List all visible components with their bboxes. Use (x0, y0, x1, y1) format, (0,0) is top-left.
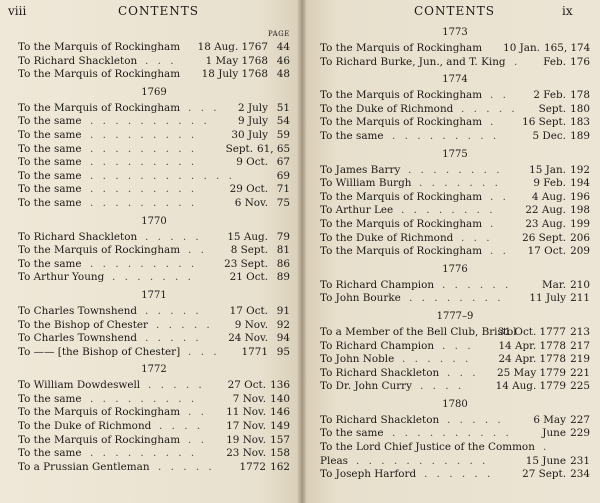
recipient: To the Marquis of Rockingham (18, 406, 181, 419)
letter-date: 18 Aug. 1767 (197, 41, 268, 53)
contents-entry (320, 279, 590, 293)
contents-entry (18, 393, 290, 407)
page-ref: 92 (276, 318, 290, 331)
contents-entry (18, 41, 290, 55)
leader-dots: . . . . . (145, 304, 202, 317)
contents-entry (320, 292, 590, 306)
page-ref: 189 (570, 129, 590, 142)
letter-date: 6 May (533, 413, 566, 426)
right-page (302, 0, 600, 503)
letter-date: 17 Oct. (527, 245, 566, 258)
contents-entry (18, 406, 290, 420)
book-gutter (297, 0, 307, 503)
letter-date: 27 Sept. (522, 468, 566, 481)
recipient: To the same (320, 427, 384, 440)
page-ref: 165, 174 (544, 42, 591, 54)
page-ref: 69 (276, 169, 290, 182)
leader-dots: . . . . . . . . . (90, 447, 198, 460)
page-ref: 136 (270, 379, 290, 392)
page-heading: CONTENTS (414, 4, 496, 18)
page-ref: 209 (570, 245, 590, 258)
letter-date: Sept. (225, 142, 253, 155)
leader-dots: . . . . . . . . . (90, 257, 198, 270)
leader-dots: . . . . (420, 380, 465, 393)
contents-entry (320, 204, 590, 218)
recipient: To the Marquis of Rockingham (18, 433, 181, 446)
leader-dots: . . . . . . . . . . . (356, 454, 489, 467)
page-ref: 211 (570, 292, 590, 305)
recipient: To Richard Burke, Jun., and T. King (320, 55, 506, 68)
recipient: To the Marquis of Rockingham (320, 245, 483, 258)
letter-date: 22 Aug. (525, 204, 566, 217)
contents-list (320, 22, 590, 482)
recipient: To —— [the Bishop of Chester] (18, 345, 181, 358)
recipient: To the Marquis of Rockingham (18, 41, 181, 53)
recipient: To Arthur Young (18, 271, 105, 284)
recipient: To John Bourke (320, 292, 401, 305)
leader-dots: . . . . . . . . (401, 204, 496, 217)
page-ref: 157 (270, 433, 290, 446)
page-ref: 183 (570, 116, 590, 129)
contents-entry (18, 197, 290, 211)
letter-date: 16 Sept. (522, 116, 566, 129)
recipient: To the same (18, 183, 82, 196)
page-ref: 225 (570, 380, 590, 393)
letter-date: 17 Oct. (229, 304, 268, 317)
recipient: To the same (18, 128, 82, 141)
page-ref: 95 (276, 345, 290, 358)
contents-entry (320, 42, 590, 56)
page-ref: 180 (570, 102, 590, 115)
letter-date: 31 Oct. 1777 (497, 325, 566, 338)
contents-entry (18, 115, 290, 129)
contents-entry (18, 143, 290, 157)
page-ref: 71 (276, 183, 290, 196)
letter-date: 19 Nov. (226, 433, 266, 446)
contents-entry (18, 332, 290, 346)
letter-date: 2 July (238, 101, 268, 114)
recipient: Pleas (320, 454, 348, 467)
page-ref: 178 (570, 89, 590, 102)
contents-entry (320, 326, 590, 340)
contents-entry (320, 164, 590, 178)
recipient: To the same (18, 156, 82, 169)
contents-entry (18, 305, 290, 319)
year-heading: 1774 (442, 74, 468, 86)
letter-date: 26 Sept. (522, 231, 566, 244)
recipient: To the Duke of Richmond (320, 231, 454, 244)
leader-dots: . . . . . (145, 230, 202, 243)
page-ref: 206 (570, 231, 590, 244)
page-ref: 213 (570, 325, 590, 338)
recipient: To William Dowdeswell (18, 379, 141, 392)
page-ref: 89 (276, 271, 290, 284)
contents-entry (18, 68, 290, 82)
recipient: To the Duke of Richmond (320, 102, 454, 115)
letter-date: 9 Nov. (234, 318, 268, 331)
letter-date: 17 Nov. (226, 420, 266, 433)
letter-date: 23 Aug. (525, 217, 566, 230)
leader-dots: . . (188, 244, 207, 257)
contents-entry (18, 170, 290, 184)
page-number: ix (562, 4, 573, 18)
leader-dots: . . . . . . (402, 353, 472, 366)
page-number: viii (8, 4, 27, 18)
contents-entry (320, 367, 590, 381)
recipient: To William Burgh (320, 177, 412, 190)
recipient: To Richard Champion (320, 278, 435, 291)
letter-date: 24 Apr. 1778 (498, 353, 566, 366)
leader-dots: . . . . . . . . . (90, 156, 198, 169)
page-ref: 176 (570, 55, 590, 68)
leader-dots: . . . . . (148, 379, 205, 392)
page-heading: CONTENTS (118, 4, 200, 18)
letter-date: 10 Jan. (503, 42, 540, 54)
recipient: To Richard Shackleton (18, 230, 138, 243)
page-ref: 79 (276, 230, 290, 243)
page-ref: 146 (270, 406, 290, 419)
page-ref: 231 (570, 454, 590, 467)
year-heading: 1775 (442, 148, 468, 160)
letter-date: 23 Sept. (224, 257, 268, 270)
recipient: To the same (18, 169, 82, 182)
page-ref: 192 (570, 163, 590, 176)
recipient: To the Marquis of Rockingham (18, 244, 181, 257)
recipient: To the same (18, 392, 82, 405)
leader-dots: . . . . . (461, 102, 518, 115)
contents-entry (18, 434, 290, 448)
recipient: To the Marquis of Rockingham (320, 116, 483, 129)
page-ref: 91 (276, 304, 290, 317)
leader-dots: . (543, 441, 550, 454)
contents-entry (18, 258, 290, 272)
contents-entry (320, 56, 590, 70)
page-ref: 196 (570, 190, 590, 203)
recipient: To the Bishop of Chester (18, 318, 149, 331)
leader-dots: . . . (442, 339, 474, 352)
contents-list (18, 41, 290, 474)
recipient: To Joseph Harford (320, 468, 417, 481)
recipient: To Charles Townshend (18, 332, 138, 345)
page-ref: 86 (276, 257, 290, 270)
recipient: To Arthur Lee (320, 204, 394, 217)
leader-dots: . . . . . . . . . (90, 392, 198, 405)
page-ref: 194 (570, 177, 590, 190)
year-heading: 1769 (141, 86, 167, 98)
leader-dots: . . . (461, 231, 493, 244)
page-ref: 210 (570, 278, 590, 291)
recipient: To the same (18, 142, 82, 155)
leader-dots: . . . . . . . . . (90, 196, 198, 209)
contents-entry (320, 353, 590, 367)
leader-dots: . . . (188, 345, 220, 358)
letter-date: Mar. (542, 278, 566, 291)
recipient: To a Prussian Gentleman (18, 460, 150, 473)
leader-dots: . . . . . . . . (409, 292, 504, 305)
recipient: To James Barry (320, 163, 401, 176)
contents-entry (320, 468, 590, 482)
contents-entry (18, 183, 290, 197)
recipient: To the Duke of Richmond (18, 420, 152, 433)
leader-dots: . . . . . . . . (408, 163, 503, 176)
letter-date: 7 Nov. (232, 392, 266, 405)
letter-date: 9 July (238, 115, 268, 128)
letter-date: 29 Oct. (229, 183, 268, 196)
letter-date: 21 Oct. (229, 271, 268, 284)
leader-dots: . (514, 55, 521, 68)
page-ref: 46 (276, 54, 290, 67)
leader-dots: . . . . . (156, 318, 213, 331)
contents-entry (18, 346, 290, 360)
contents-entry (320, 177, 590, 191)
recipient: To the Lord Chief Justice of the Common (320, 441, 535, 454)
page-ref: 94 (276, 332, 290, 345)
recipient: To the same (320, 129, 384, 142)
leader-dots: . . . (145, 54, 177, 67)
year-heading: 1771 (141, 289, 167, 301)
page-ref: 149 (270, 420, 290, 433)
recipient: To Richard Champion (320, 339, 435, 352)
page-ref: 198 (570, 204, 590, 217)
contents-entry (18, 55, 290, 69)
letter-date: 24 Nov. (228, 332, 268, 345)
recipient: To the same (18, 115, 82, 128)
page-ref: 162 (270, 460, 290, 473)
recipient: To the Marquis of Rockingham (18, 101, 181, 114)
letter-date: 1771 (241, 345, 268, 358)
leader-dots: . . (490, 190, 509, 203)
contents-entry (18, 271, 290, 285)
contents-entry (18, 379, 290, 393)
contents-entry (18, 231, 290, 245)
contents-entry (320, 116, 590, 130)
year-heading: 1773 (442, 27, 468, 38)
leader-dots: . . . . . (158, 460, 215, 473)
contents-entry (320, 245, 590, 259)
recipient: To a Member of the Bell Club, Bristol (320, 325, 517, 338)
contents-entry (320, 414, 590, 428)
letter-date: 4 Aug. (531, 190, 566, 203)
letter-date: 2 Feb. (533, 89, 566, 102)
year-heading: 1780 (442, 398, 468, 410)
page-ref: 229 (570, 427, 590, 440)
contents-entry (18, 102, 290, 116)
leader-dots: . . . (447, 366, 479, 379)
year-heading: 1772 (141, 364, 167, 376)
page-ref: 61, 65 (257, 142, 291, 155)
leader-dots: . (490, 116, 497, 129)
page-ref: 199 (570, 217, 590, 230)
page-ref: 221 (570, 366, 590, 379)
recipient: To the Marquis of Rockingham (320, 89, 483, 102)
page-ref: 81 (276, 244, 290, 257)
page-column-label: PAGE (268, 30, 290, 38)
contents-entry (320, 441, 590, 455)
year-heading: 1770 (141, 215, 167, 227)
leader-dots: . . . . . . . . . (392, 129, 500, 142)
contents-entry (320, 380, 590, 394)
page-ref: 219 (570, 353, 590, 366)
letter-date: 25 May 1779 (497, 366, 566, 379)
letter-date: 15 June (525, 454, 566, 467)
year-heading: 1777–9 (436, 310, 474, 322)
letter-date: Sept. (538, 102, 566, 115)
recipient: To the Marquis of Rockingham (320, 217, 483, 230)
recipient: To Charles Townshend (18, 304, 138, 317)
contents-entry (320, 340, 590, 354)
leader-dots: . . (490, 245, 509, 258)
page-ref: 51 (276, 101, 290, 114)
contents-entry (320, 427, 590, 441)
leader-dots: . . . . . . (442, 278, 512, 291)
contents-entry (18, 129, 290, 143)
letter-date: 5 Dec. (532, 129, 566, 142)
leader-dots: . . . . (159, 420, 204, 433)
letter-date: 6 Nov. (234, 196, 268, 209)
letter-date: 23 Nov. (226, 447, 266, 460)
letter-date: 8 Sept. (230, 244, 268, 257)
letter-date: 27 Oct. (227, 379, 266, 392)
contents-entry (320, 130, 590, 144)
leader-dots: . . . . . . . . . (90, 128, 198, 141)
letter-date: 15 Jan. (529, 163, 566, 176)
contents-entry (18, 244, 290, 258)
contents-entry (18, 420, 290, 434)
letter-date: June (542, 427, 566, 440)
contents-entry (18, 319, 290, 333)
contents-entry (320, 218, 590, 232)
leader-dots: . . . . . . (424, 468, 494, 481)
contents-entry (320, 455, 590, 469)
recipient: To the Marquis of Rockingham (320, 42, 483, 54)
letter-date: 30 July (231, 128, 268, 141)
recipient: To the same (18, 196, 82, 209)
page-ref: 54 (276, 115, 290, 128)
recipient: To John Noble (320, 353, 395, 366)
page-ref: 158 (270, 447, 290, 460)
letter-date: 1772 (239, 460, 266, 473)
page-ref: 48 (276, 68, 290, 81)
leader-dots: . . . (188, 101, 220, 114)
leader-dots: . . . . . . . (419, 177, 501, 190)
leader-dots: . . . . . . . . . (90, 142, 198, 155)
leader-dots: . . . . . . . . . . . . (90, 169, 235, 182)
recipient: To Richard Shackleton (320, 366, 440, 379)
contents-entry (18, 461, 290, 475)
contents-entry (18, 447, 290, 461)
leader-dots: . . . . . (145, 332, 202, 345)
recipient: To Richard Shackleton (320, 413, 440, 426)
recipient: To Richard Shackleton (18, 54, 138, 67)
leader-dots: . . (188, 433, 207, 446)
page-ref: 67 (276, 156, 290, 169)
letter-date: 18 July 1768 (201, 68, 268, 81)
letter-date: 14 Apr. 1778 (498, 339, 566, 352)
leader-dots: . (490, 217, 497, 230)
recipient: To the same (18, 447, 82, 460)
page-ref: 234 (570, 468, 590, 481)
year-heading: 1776 (442, 263, 468, 275)
contents-entry (320, 191, 590, 205)
recipient: To Dr. John Curry (320, 380, 412, 393)
letter-date: 9 Feb. (533, 177, 566, 190)
contents-entry (18, 156, 290, 170)
leader-dots: . . . . . . . (112, 271, 194, 284)
recipient: To the Marquis of Rockingham (18, 68, 181, 81)
recipient: To the same (18, 257, 82, 270)
letter-date: Feb. (543, 55, 566, 68)
page-ref: 217 (570, 339, 590, 352)
leader-dots: . . . . . (447, 413, 504, 426)
letter-date: 9 Oct. (236, 156, 268, 169)
letter-date: 11 July (529, 292, 566, 305)
leader-dots: . . . . . . . . . . (392, 427, 512, 440)
page-ref: 59 (276, 128, 290, 141)
leader-dots: . . . . . . . . . . (90, 115, 210, 128)
contents-entry (320, 89, 590, 103)
letter-date: 14 Aug. 1779 (495, 380, 566, 393)
letter-date: 11 Nov. (226, 406, 266, 419)
leader-dots: . . (490, 89, 509, 102)
page-ref: 75 (276, 196, 290, 209)
leader-dots: . . . . . . . . . (90, 183, 198, 196)
contents-entry (320, 232, 590, 246)
page-ref: 227 (570, 413, 590, 426)
letter-date: 1 May 1768 (205, 54, 268, 67)
recipient: To the Marquis of Rockingham (320, 190, 483, 203)
page-ref: 44 (276, 41, 290, 53)
page-ref: 140 (270, 392, 290, 405)
leader-dots: . . (188, 406, 207, 419)
letter-date: 15 Aug. (227, 230, 268, 243)
contents-entry (320, 103, 590, 117)
